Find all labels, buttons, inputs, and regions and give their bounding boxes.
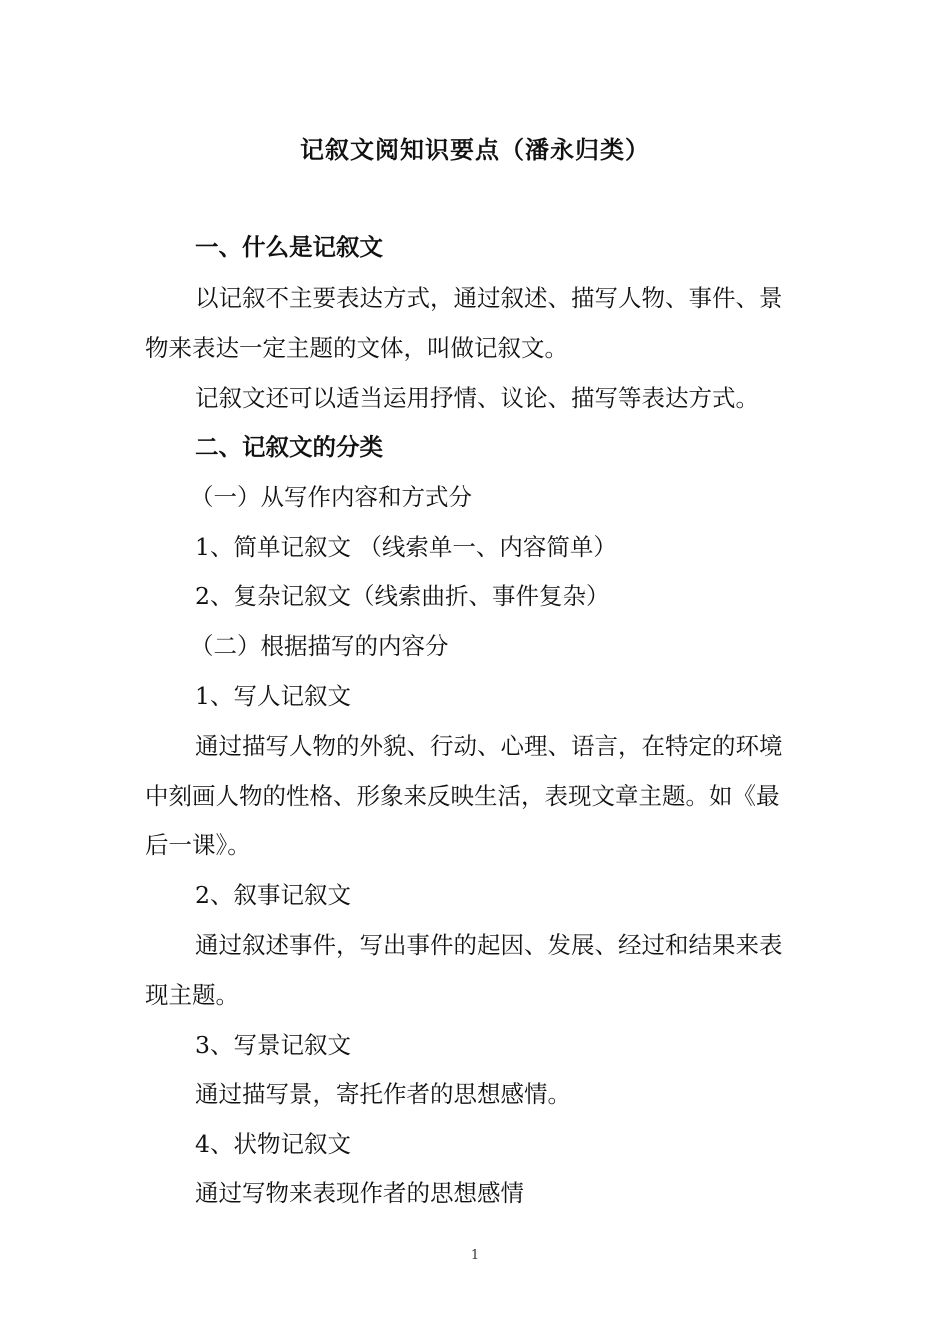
list-item: 1、简单记叙文 （线索单一、内容简单） (195, 533, 617, 561)
paragraph-line: 现主题。 (145, 981, 239, 1009)
paragraph-line: 物来表达一定主题的文体，叫做记叙文。 (145, 334, 568, 362)
section-heading-2: 二、记叙文的分类 (195, 433, 383, 461)
section-heading-1: 一、什么是记叙文 (195, 233, 383, 261)
list-item: 4、状物记叙文 (195, 1130, 351, 1158)
page-number: 1 (470, 1248, 480, 1263)
document-title: 记叙文阅知识要点（潘永归类） (300, 136, 650, 164)
paragraph-line: 通过描写景，寄托作者的思想感情。 (195, 1080, 571, 1108)
subsection-heading: （一）从写作内容和方式分 (190, 483, 472, 511)
list-item: 3、写景记叙文 (195, 1031, 351, 1059)
paragraph-line: 通过叙述事件，写出事件的起因、发展、经过和结果来表 (195, 931, 783, 959)
paragraph-line: 通过描写人物的外貌、行动、心理、语言，在特定的环境 (195, 732, 783, 760)
list-item: 2、复杂记叙文（线索曲折、事件复杂） (195, 582, 610, 610)
paragraph-line: 后一课》。 (145, 831, 251, 859)
subsection-heading: （二）根据描写的内容分 (190, 632, 449, 660)
paragraph-line: 中刻画人物的性格、形象来反映生活，表现文章主题。如《最 (145, 782, 780, 810)
list-item: 2、叙事记叙文 (195, 881, 351, 909)
paragraph-line: 通过写物来表现作者的思想感情 (195, 1179, 524, 1207)
paragraph-line: 记叙文还可以适当运用抒情、议论、描写等表达方式。 (195, 384, 759, 412)
list-item: 1、写人记叙文 (195, 682, 351, 710)
paragraph-line: 以记叙不主要表达方式，通过叙述、描写人物、事件、景 (195, 284, 783, 312)
